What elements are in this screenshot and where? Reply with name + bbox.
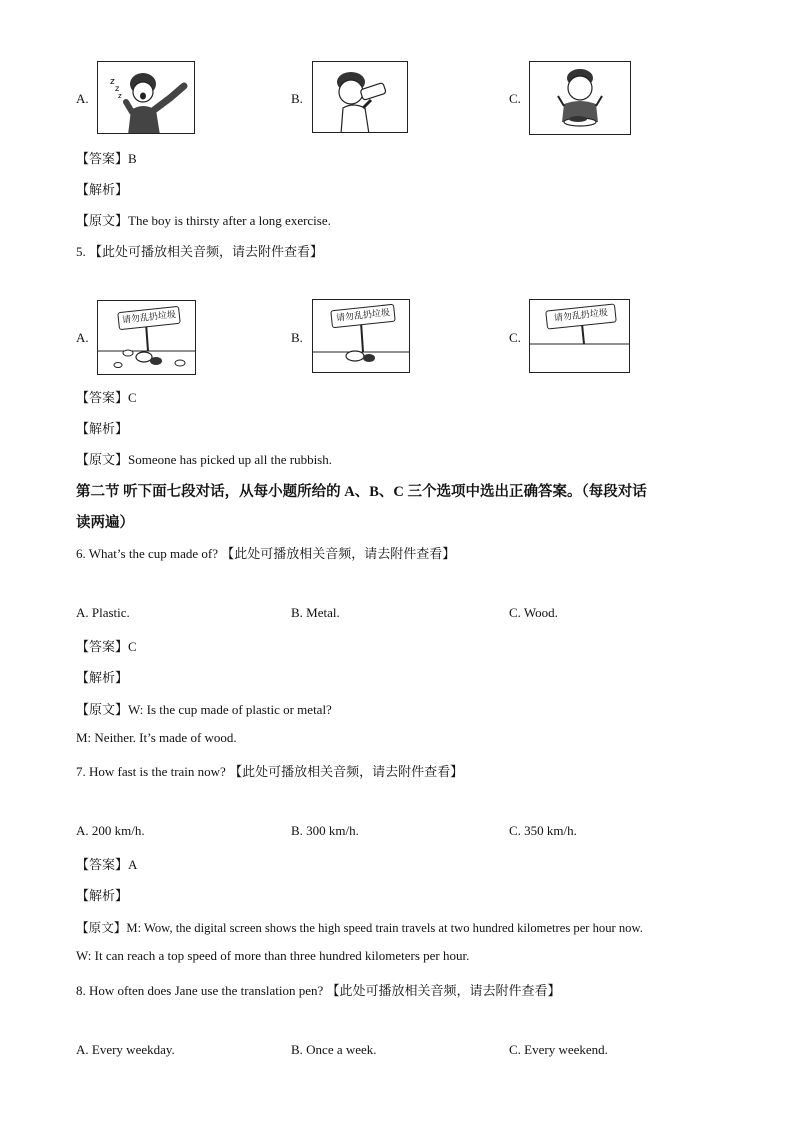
q4-option-b-letter: B. xyxy=(291,91,303,106)
q6-option-b: B. Metal. xyxy=(291,605,340,620)
q7-analysis: 【解析】 xyxy=(76,888,129,903)
q4-option-c-letter: C. xyxy=(509,91,521,106)
sleepy-boy-icon xyxy=(97,61,195,134)
q4-option-a-letter: A. xyxy=(76,91,89,106)
q7-option-a: A. 200 km/h. xyxy=(76,823,145,838)
q5-option-c-letter: C. xyxy=(509,330,521,345)
sign-clean-ground-icon xyxy=(529,299,630,373)
q8-question: 8. How often does Jane use the translation pen? 【此处可播放相关音频，请去附件查看】 xyxy=(76,983,561,998)
q6-option-a: A. Plastic. xyxy=(76,605,130,620)
q4-answer: 【答案】B xyxy=(76,151,137,166)
section2-heading-line1: 第二节 听下面七段对话，从每小题所给的 A、B、C 三个选项中选出正确答案。（每段对话 xyxy=(76,484,647,500)
q7-transcript-line1: 【原文】M: Wow, the digital screen shows the high speed train travels at two hundred kilometres per hour now. xyxy=(76,921,643,935)
q8-option-c: C. Every weekend. xyxy=(509,1042,608,1057)
q5-answer: 【答案】C xyxy=(76,390,137,405)
section2-heading-line2: 读两遍） xyxy=(76,515,134,531)
q8-option-b: B. Once a week. xyxy=(291,1042,377,1057)
q5-option-b-letter: B. xyxy=(291,330,303,345)
q6-transcript-line2: M: Neither. It’s made of wood. xyxy=(76,730,237,745)
q6-answer: 【答案】C xyxy=(76,639,137,654)
q4-transcript: 【原文】The boy is thirsty after a long exercise. xyxy=(76,213,331,228)
q6-question: 6. What’s the cup made of? 【此处可播放相关音频，请去附件查看】 xyxy=(76,546,456,561)
sign-text: 请勿乱扔垃圾 xyxy=(117,306,181,330)
q6-analysis: 【解析】 xyxy=(76,670,129,685)
eating-boy-icon xyxy=(529,61,631,135)
q7-transcript-line2: W: It can reach a top speed of more than three hundred kilometers per hour. xyxy=(76,948,470,963)
q7-question: 7. How fast is the train now? 【此处可播放相关音频，请去附件查看】 xyxy=(76,764,464,779)
q6-transcript-line1: 【原文】W: Is the cup made of plastic or metal? xyxy=(76,702,332,717)
q7-answer: 【答案】A xyxy=(76,857,138,872)
q5-transcript: 【原文】Someone has picked up all the rubbish. xyxy=(76,452,332,467)
sign-text: 请勿乱扔垃圾 xyxy=(330,304,396,329)
svg-text:z: z xyxy=(115,84,120,93)
q5-title: 5. 【此处可播放相关音频，请去附件查看】 xyxy=(76,244,324,259)
svg-text:z: z xyxy=(118,92,122,100)
q5-option-a-letter: A. xyxy=(76,330,89,345)
drinking-boy-icon xyxy=(312,61,408,133)
q7-option-b: B. 300 km/h. xyxy=(291,823,359,838)
q8-option-a: A. Every weekday. xyxy=(76,1042,175,1057)
q5-analysis: 【解析】 xyxy=(76,421,129,436)
sign-with-much-litter-icon xyxy=(97,300,196,375)
sign-with-little-litter-icon xyxy=(312,299,410,373)
q7-option-c: C. 350 km/h. xyxy=(509,823,577,838)
sign-text: 请勿乱扔垃圾 xyxy=(545,303,617,329)
q6-option-c: C. Wood. xyxy=(509,605,558,620)
q4-analysis: 【解析】 xyxy=(76,182,129,197)
svg-text:z: z xyxy=(110,77,115,87)
